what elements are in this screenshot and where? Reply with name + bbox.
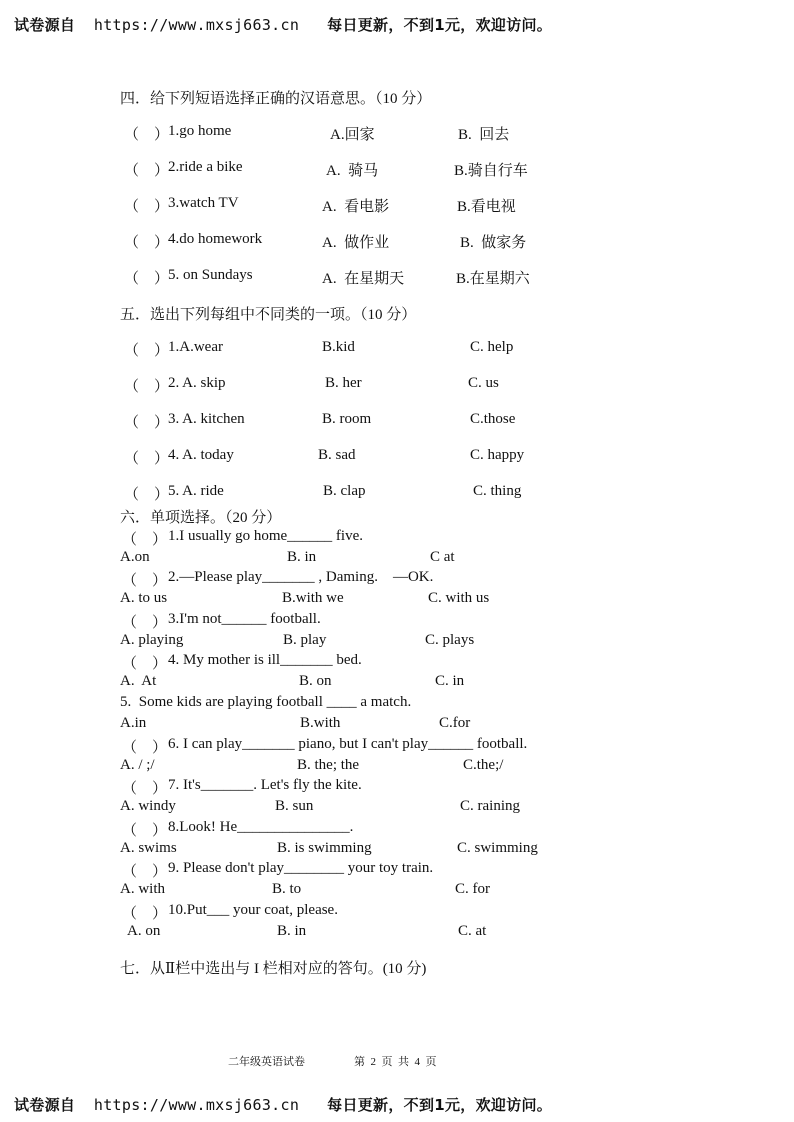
top-banner xyxy=(14,14,552,35)
question-text: 5. on Sundays xyxy=(168,267,253,283)
question-row xyxy=(0,777,794,797)
option-b: B.with we xyxy=(282,590,344,606)
option-c: C. swimming xyxy=(457,840,538,856)
question-row xyxy=(0,860,794,880)
list-item xyxy=(0,123,794,143)
option-b: B. in xyxy=(277,923,307,939)
option-a: A. / ;/ xyxy=(120,757,155,773)
options-row xyxy=(0,632,794,652)
question-row xyxy=(0,902,794,922)
option-b: B. the; the xyxy=(297,757,360,773)
banner-label: 试卷源自 xyxy=(14,16,76,34)
option-a: 2. A. skip xyxy=(168,375,226,391)
option-a: A. windy xyxy=(120,798,176,814)
question-text: 1.I usually go home______ five. xyxy=(168,528,363,544)
option-a: A.in xyxy=(120,715,147,731)
question-text: 9. Please don't play________ your toy train. xyxy=(168,860,434,876)
banner-url[interactable]: https://www.mxsj663.cn xyxy=(93,16,300,34)
option-b: B.kid xyxy=(322,339,355,355)
option-a: 1.A.wear xyxy=(168,339,223,355)
answer-blank[interactable]: （ ） xyxy=(122,656,168,672)
footer-exam-name: 二年级英语试卷 xyxy=(228,1056,305,1068)
options-row xyxy=(0,757,794,777)
answer-blank[interactable]: （ ） xyxy=(122,740,168,756)
banner-url[interactable]: https://www.mxsj663.cn xyxy=(93,1096,300,1114)
option-c: C. happy xyxy=(470,447,525,463)
option-a: A. to us xyxy=(120,590,168,606)
option-b: B.with xyxy=(300,715,341,731)
options-row xyxy=(0,590,794,610)
option-c: C.the;/ xyxy=(463,757,504,773)
answer-blank[interactable]: （ ） xyxy=(124,271,170,287)
option-b: B. room xyxy=(322,411,372,427)
option-a: 3. A. kitchen xyxy=(168,411,245,427)
options-row xyxy=(0,673,794,693)
option-c: C.for xyxy=(439,715,471,731)
option-b: B. 做家务 xyxy=(460,235,527,251)
options-row xyxy=(0,798,794,818)
question-row xyxy=(0,736,794,756)
answer-blank[interactable]: （ ） xyxy=(124,379,170,395)
answer-blank[interactable]: （ ） xyxy=(122,864,168,880)
option-b: B.在星期六 xyxy=(456,271,530,287)
answer-blank[interactable]: （ ） xyxy=(124,163,170,179)
option-b: B. sun xyxy=(275,798,314,814)
answer-blank[interactable]: （ ） xyxy=(122,615,168,631)
question-text: 3.I'm not______ football. xyxy=(168,611,321,627)
option-b: B. in xyxy=(287,549,317,565)
option-c: C. us xyxy=(468,375,499,391)
answer-blank[interactable]: （ ） xyxy=(122,781,168,797)
list-item xyxy=(0,231,794,251)
question-row xyxy=(0,528,794,548)
list-item xyxy=(0,447,794,467)
option-b: B. play xyxy=(283,632,327,648)
question-row xyxy=(0,611,794,631)
answer-blank[interactable]: （ ） xyxy=(124,127,170,143)
question-text: 2.ride a bike xyxy=(168,159,243,175)
option-b: B. to xyxy=(272,881,302,897)
footer-page-number: 第 2 页 共 4 页 xyxy=(354,1056,437,1068)
banner-note: 每日更新，不到1元，欢迎访问。 xyxy=(327,16,553,34)
question-row xyxy=(0,652,794,672)
question-text: 3.watch TV xyxy=(168,195,239,211)
question-text: 2.—Please play_______ , Daming. —OK. xyxy=(168,569,434,585)
option-c: C. help xyxy=(470,339,514,355)
option-c: C. thing xyxy=(473,483,522,499)
option-a: A.回家 xyxy=(330,127,375,143)
list-item xyxy=(0,195,794,215)
option-a: A. At xyxy=(120,673,157,689)
option-c: C. at xyxy=(458,923,487,939)
section-7-title: 七．从Ⅱ栏中选出与 I 栏相对应的答句。(10 分) xyxy=(120,961,427,977)
question-text: 1.go home xyxy=(168,123,232,139)
options-row xyxy=(0,715,794,735)
question-text: 8.Look! He_______________. xyxy=(168,819,354,835)
question-text: 10.Put___ your coat, please. xyxy=(168,902,338,918)
option-b: B. clap xyxy=(323,483,366,499)
option-b: B. on xyxy=(299,673,332,689)
option-a: A. 看电影 xyxy=(322,199,390,215)
answer-blank[interactable]: （ ） xyxy=(124,415,170,431)
option-b: B. sad xyxy=(318,447,356,463)
answer-blank[interactable]: （ ） xyxy=(124,451,170,467)
section-6-title: 六．单项选择。（20 分） xyxy=(120,510,282,526)
question-row xyxy=(0,819,794,839)
option-c: C. for xyxy=(455,881,490,897)
answer-blank[interactable]: （ ） xyxy=(124,199,170,215)
option-b: B. her xyxy=(325,375,362,391)
option-a: A. 在星期天 xyxy=(322,271,405,287)
options-row xyxy=(0,840,794,860)
banner-note: 每日更新，不到1元，欢迎访问。 xyxy=(327,1096,553,1114)
question-text: 6. I can play_______ piano, but I can't play______ football. xyxy=(168,736,528,752)
list-item xyxy=(0,483,794,503)
options-row xyxy=(0,881,794,901)
answer-blank[interactable]: （ ） xyxy=(124,487,170,503)
option-a: A. playing xyxy=(120,632,184,648)
list-item xyxy=(0,375,794,395)
option-a: A. with xyxy=(120,881,165,897)
question-text: 4. My mother is ill_______ bed. xyxy=(168,652,362,668)
options-row xyxy=(0,923,794,943)
option-a: 4. A. today xyxy=(168,447,234,463)
list-item xyxy=(0,267,794,287)
option-a: A.on xyxy=(120,549,150,565)
answer-blank[interactable]: （ ） xyxy=(122,823,168,839)
option-a: A. 做作业 xyxy=(322,235,390,251)
list-item xyxy=(0,339,794,359)
list-item xyxy=(0,159,794,179)
option-c: C. plays xyxy=(425,632,475,648)
answer-blank[interactable]: （ ） xyxy=(122,532,168,548)
option-b: B. is swimming xyxy=(277,840,372,856)
option-a: A. 骑马 xyxy=(326,163,379,179)
list-item xyxy=(0,411,794,431)
option-b: B.骑自行车 xyxy=(454,163,528,179)
option-a: 5. A. ride xyxy=(168,483,224,499)
option-b: B. 回去 xyxy=(458,127,510,143)
question-text: 7. It's_______. Let's fly the kite. xyxy=(168,777,362,793)
option-c: C. in xyxy=(435,673,465,689)
bottom-banner xyxy=(14,1094,552,1115)
option-a: A. swims xyxy=(120,840,177,856)
answer-blank[interactable]: （ ） xyxy=(124,343,170,359)
answer-blank[interactable]: （ ） xyxy=(124,235,170,251)
question-row xyxy=(0,569,794,589)
answer-blank[interactable]: （ ） xyxy=(122,573,168,589)
option-c: C. with us xyxy=(428,590,490,606)
question-text: 4.do homework xyxy=(168,231,263,247)
options-row xyxy=(0,549,794,569)
question-row xyxy=(0,694,794,714)
question-text: 5. Some kids are playing football ____ a match. xyxy=(120,694,412,710)
section-5-title: 五．选出下列每组中不同类的一项。（10 分） xyxy=(120,307,417,323)
section-4-title: 四．给下列短语选择正确的汉语意思。（10 分） xyxy=(120,91,432,107)
option-c: C at xyxy=(430,549,455,565)
option-b: B.看电视 xyxy=(457,199,516,215)
option-a: A. on xyxy=(127,923,161,939)
banner-label: 试卷源自 xyxy=(14,1096,76,1114)
answer-blank[interactable]: （ ） xyxy=(122,906,168,922)
option-c: C. raining xyxy=(460,798,520,814)
option-c: C.those xyxy=(470,411,516,427)
